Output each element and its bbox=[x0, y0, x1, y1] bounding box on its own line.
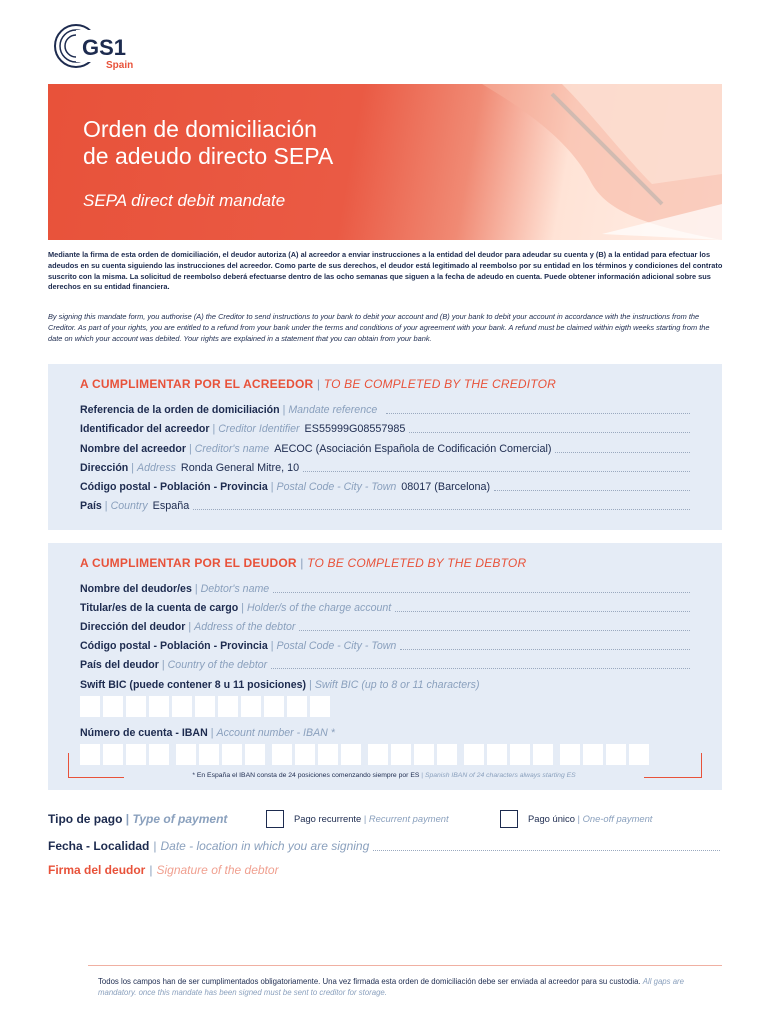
creditor-section bbox=[48, 364, 722, 530]
footer-divider bbox=[88, 965, 722, 966]
debtor-country-field[interactable]: País del deudor | Country of the debtor bbox=[80, 655, 690, 671]
signature-field[interactable]: Firma del deudor | Signature of the debtor bbox=[48, 863, 279, 877]
intro-text-en: By signing this mandate form, you authorise (A) the Creditor to send instructions to your bank to debit your account and (B) your bank to debit your account in accordance with the instructions from the Creditor. As part of your rights, you are entitled to a refund from your bank under the terms and conditions of your agreement with your bank. A refund must be claimed within eigth weeks starting from the date on which your account was debited. Your rights are explained in a statement that you can obtain from your bank. bbox=[48, 312, 710, 343]
mandate-reference-field[interactable]: Referencia de la orden de domiciliación | Mandate reference bbox=[80, 400, 690, 416]
creditor-postal-field[interactable]: Código postal - Población - Provincia | Postal Code - City - Town 08017 (Barcelona) bbox=[80, 477, 690, 493]
swift-bic-boxes[interactable] bbox=[80, 696, 330, 717]
debtor-section-title: A CUMPLIMENTAR POR EL DEUDOR | TO BE COMPLETED BY THE DEBTOR bbox=[80, 556, 527, 570]
payment-type-row bbox=[48, 810, 724, 830]
creditor-address-field[interactable]: Dirección | Address Ronda General Mitre, 10 bbox=[80, 458, 690, 474]
debtor-section bbox=[48, 543, 722, 790]
page-title: Orden de domiciliación de adeudo directo SEPA bbox=[83, 116, 334, 169]
swift-char-box[interactable] bbox=[218, 696, 238, 717]
swift-char-box[interactable] bbox=[103, 696, 123, 717]
country-label: Spain bbox=[106, 60, 134, 71]
creditor-section-title: A CUMPLIMENTAR POR EL ACREEDOR | TO BE COMPLETED BY THE CREDITOR bbox=[80, 377, 557, 391]
recurrent-payment-label: Pago recurrente | Recurrent payment bbox=[294, 813, 449, 824]
account-holder-field[interactable]: Titular/es de la cuenta de cargo | Holder/s of the charge account bbox=[80, 598, 690, 614]
hand-writing-illustration bbox=[422, 84, 722, 240]
swift-char-box[interactable] bbox=[149, 696, 169, 717]
svg-text:GS1: GS1 bbox=[82, 35, 127, 60]
date-location-field[interactable]: Fecha - Localidad | Date - location in which you are signing bbox=[48, 837, 720, 853]
debtor-address-field[interactable]: Dirección del deudor | Address of the debtor bbox=[80, 617, 690, 633]
one-off-payment-checkbox[interactable] bbox=[500, 810, 518, 828]
debtor-postal-field[interactable]: Código postal - Población - Provincia | Postal Code - City - Town bbox=[80, 636, 690, 652]
creditor-name-field[interactable]: Nombre del acreedor | Creditor's name AECOC (Asociación Española de Codificación Comercial) bbox=[80, 439, 690, 455]
swift-char-box[interactable] bbox=[172, 696, 192, 717]
swift-char-box[interactable] bbox=[310, 696, 330, 717]
iban-footnote: * En España el IBAN consta de 24 posiciones comenzando siempre por ES | Spanish IBAN of 24 characters always starting ES bbox=[124, 772, 644, 779]
swift-char-box[interactable] bbox=[126, 696, 146, 717]
swift-char-box[interactable] bbox=[287, 696, 307, 717]
swift-bic-label: Swift BIC (puede contener 8 u 11 posiciones) | Swift BIC (up to 8 or 11 characters) bbox=[80, 679, 480, 691]
swift-char-box[interactable] bbox=[241, 696, 261, 717]
one-off-payment-label: Pago único | One-off payment bbox=[528, 813, 653, 824]
debtor-name-field[interactable]: Nombre del deudor/es | Debtor's name bbox=[80, 579, 690, 595]
swift-char-box[interactable] bbox=[80, 696, 100, 717]
iban-label: Número de cuenta - IBAN | Account number - IBAN * bbox=[80, 727, 335, 739]
payment-type-label: Tipo de pago | Type of payment bbox=[48, 812, 228, 826]
creditor-country-field[interactable]: País | Country España bbox=[80, 496, 690, 512]
hero-banner bbox=[48, 84, 722, 240]
recurrent-payment-checkbox[interactable] bbox=[266, 810, 284, 828]
swift-char-box[interactable] bbox=[195, 696, 215, 717]
creditor-identifier-field[interactable]: Identificador del acreedor | Creditor Identifier ES55999G08557985 bbox=[80, 419, 690, 435]
swift-char-box[interactable] bbox=[264, 696, 284, 717]
intro-text-es: Mediante la firma de esta orden de domiciliación, el deudor autoriza (A) al acreedor a enviar instrucciones a la entidad del deudor para adeudar su cuenta y (B) a la entidad para efectuar los adeudos en su cuenta siguiendo las instrucciones del acreedor. Como parte de sus derechos, el deudor está legitimado al reembolso por su entidad en los términos y condiciones del contrato suscrito con la misma. La solicitud de reembolso deberá efectuarse dentro de las ocho semanas que siguen a la fecha de adeudo en cuenta. Puede obtener información adicional sobre sus derechos en su entidad financiera. bbox=[48, 250, 723, 292]
footer-note: Todos los campos han de ser cumplimentados obligatoriamente. Una vez firmada esta orden de domiciliación debe ser enviada al acreedor para su custodia. All gaps are mandatory. once this mandate has been signed must be sent to creditor for storage. bbox=[98, 977, 684, 997]
page-subtitle: SEPA direct debit mandate bbox=[83, 191, 286, 210]
